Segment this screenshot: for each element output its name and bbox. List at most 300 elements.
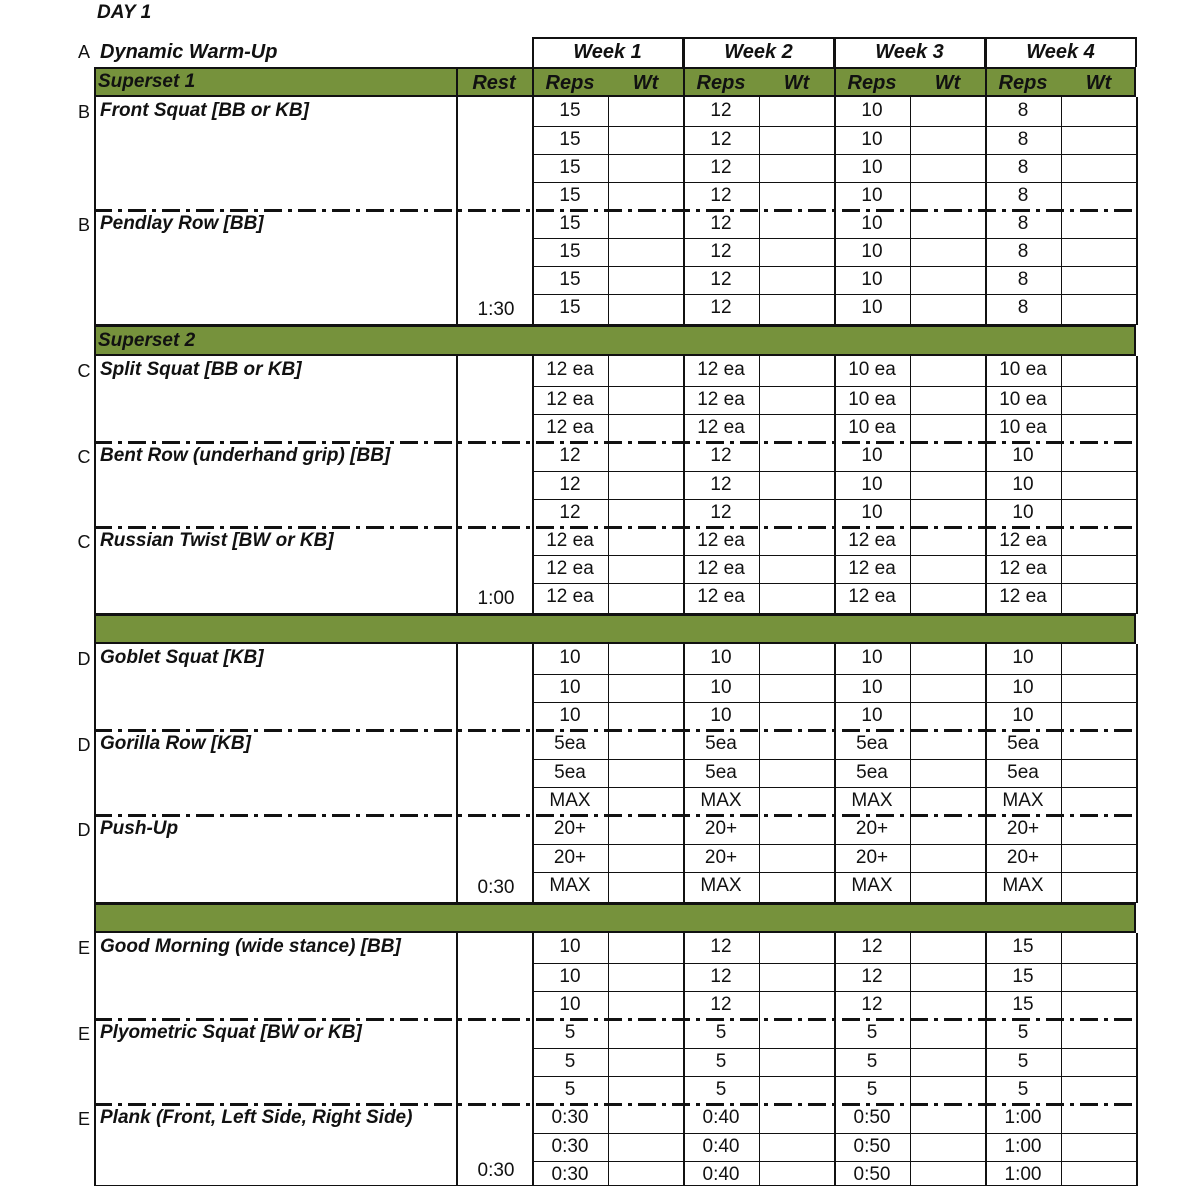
reps-cell: 10 ea [848, 417, 896, 438]
reps-cell: 12 [710, 966, 732, 987]
weight-input[interactable] [610, 1134, 681, 1160]
rest-column-border [456, 644, 458, 902]
reps-cell: 15 [1012, 966, 1034, 987]
reps-cell: 8 [1017, 213, 1029, 234]
rest-value: 0:30 [477, 877, 515, 898]
week-header-1: Week 1 [573, 41, 642, 63]
circuit-header-bar [94, 903, 1136, 933]
exercise-letter: E [77, 1109, 90, 1129]
reps-cell: 12 [710, 502, 732, 523]
table-left-border [94, 644, 96, 902]
reps-cell: 0:50 [853, 1107, 891, 1128]
weight-input[interactable] [1063, 1020, 1134, 1047]
week-header-4: Week 4 [1026, 41, 1095, 63]
weight-input[interactable] [912, 239, 983, 265]
weight-input[interactable] [912, 387, 983, 413]
rest-column-border [456, 933, 458, 1185]
exercise-name: Split Squat [BB or KB] [100, 359, 302, 380]
weight-input[interactable] [761, 127, 832, 153]
weight-input[interactable] [610, 675, 681, 701]
reps-cell: 12 [710, 445, 732, 466]
weight-input[interactable] [610, 387, 681, 413]
weight-input[interactable] [912, 760, 983, 786]
reps-cell: MAX [1002, 790, 1044, 811]
weight-input[interactable] [761, 472, 832, 498]
weight-input[interactable] [761, 731, 832, 758]
reps-wt-divider [910, 356, 911, 613]
reps-cell: 10 [861, 297, 883, 318]
exercise-name: Plank (Front, Left Side, Right Side) [100, 1107, 413, 1128]
weight-input[interactable] [610, 415, 681, 441]
reps-cell: 10 [861, 705, 883, 726]
reps-cell: 12 ea [697, 586, 745, 607]
superset-title: Superset 1 [98, 71, 196, 92]
weight-input[interactable] [1063, 127, 1134, 153]
weight-input[interactable] [1063, 1162, 1134, 1184]
reps-cell: 10 [710, 705, 732, 726]
reps-cell: 0:40 [702, 1136, 740, 1157]
reps-cell: 12 ea [697, 359, 745, 380]
weight-input[interactable] [1063, 992, 1134, 1018]
weight-input[interactable] [761, 155, 832, 181]
reps-cell: MAX [700, 875, 742, 896]
reps-cell: MAX [700, 790, 742, 811]
reps-cell: 10 [861, 185, 883, 206]
rest-value: 0:30 [477, 1160, 515, 1181]
reps-cell: 0:40 [702, 1164, 740, 1185]
weight-input[interactable] [912, 211, 983, 237]
reps-cell: 0:50 [853, 1136, 891, 1157]
weight-input[interactable] [1063, 1077, 1134, 1103]
weight-input[interactable] [761, 556, 832, 582]
weight-input[interactable] [761, 183, 832, 209]
exercise-name: Bent Row (underhand grip) [BB] [100, 445, 391, 466]
reps-cell: 20+ [1006, 847, 1040, 868]
weight-input[interactable] [610, 127, 681, 153]
reps-cell: 12 ea [546, 530, 594, 551]
exercise-letter: C [77, 361, 91, 381]
weight-input[interactable] [761, 267, 832, 293]
reps-cell: 12 ea [999, 586, 1047, 607]
weight-input[interactable] [761, 1049, 832, 1075]
reps-cell: 0:30 [551, 1107, 589, 1128]
weight-input[interactable] [912, 1105, 983, 1132]
reps-cell: 12 [710, 100, 732, 121]
reps-cell: 10 [710, 647, 732, 668]
reps-cell: 10 ea [848, 389, 896, 410]
weight-input[interactable] [912, 1077, 983, 1103]
weight-input[interactable] [761, 584, 832, 611]
weight-input[interactable] [761, 703, 832, 729]
weight-input[interactable] [1063, 387, 1134, 413]
weight-input[interactable] [761, 675, 832, 701]
weight-input[interactable] [610, 211, 681, 237]
weight-input[interactable] [761, 1105, 832, 1132]
reps-cell: 10 [1012, 705, 1034, 726]
weight-input[interactable] [912, 500, 983, 526]
weight-input[interactable] [610, 98, 681, 125]
reps-column-header: Reps [696, 72, 746, 94]
reps-cell: MAX [851, 790, 893, 811]
weight-input[interactable] [1063, 183, 1134, 209]
reps-wt-divider [1061, 356, 1062, 613]
reps-cell: 15 [559, 157, 581, 178]
table-right-border [1136, 356, 1138, 613]
weight-input[interactable] [610, 183, 681, 209]
weight-input[interactable] [761, 500, 832, 526]
exercise-letter: E [77, 938, 90, 958]
weight-input[interactable] [761, 357, 832, 385]
exercise-name: Goblet Squat [KB] [100, 647, 264, 668]
weight-input[interactable] [761, 1020, 832, 1047]
exercise-letter: B [77, 102, 90, 122]
weight-input[interactable] [761, 295, 832, 321]
weight-input[interactable] [610, 645, 681, 673]
weight-input[interactable] [610, 500, 681, 526]
weight-input[interactable] [761, 645, 832, 673]
weight-input[interactable] [912, 98, 983, 125]
weight-input[interactable] [912, 816, 983, 843]
reps-cell: 12 [710, 936, 732, 957]
exercise-name: Plyometric Squat [BW or KB] [100, 1022, 362, 1043]
weight-input[interactable] [610, 703, 681, 729]
weight-input[interactable] [1063, 98, 1134, 125]
weight-input[interactable] [610, 788, 681, 814]
weight-input[interactable] [1063, 645, 1134, 673]
reps-cell: 8 [1017, 129, 1029, 150]
weight-input[interactable] [610, 239, 681, 265]
reps-wt-divider [759, 356, 760, 613]
weight-input[interactable] [912, 934, 983, 962]
weight-input[interactable] [610, 155, 681, 181]
weight-input[interactable] [761, 443, 832, 470]
weight-input[interactable] [610, 731, 681, 758]
circuit-header-bar [94, 614, 1136, 644]
weight-input[interactable] [610, 267, 681, 293]
weight-input[interactable] [610, 295, 681, 321]
weight-input[interactable] [1063, 873, 1134, 900]
reps-cell: 5 [1017, 1051, 1029, 1072]
weight-input[interactable] [761, 760, 832, 786]
weight-input[interactable] [912, 127, 983, 153]
weight-column-header: Wt [632, 72, 659, 94]
reps-cell: 5 [715, 1079, 727, 1100]
weight-input[interactable] [1063, 239, 1134, 265]
reps-cell: 12 ea [999, 530, 1047, 551]
reps-cell: 20+ [553, 818, 587, 839]
rest-column-header: Rest [472, 72, 516, 94]
reps-cell: 0:30 [551, 1164, 589, 1185]
weight-input[interactable] [761, 239, 832, 265]
reps-cell: 12 [861, 936, 883, 957]
exercise-letter: D [77, 820, 91, 840]
weight-input[interactable] [912, 645, 983, 673]
exercise-letter: C [77, 447, 91, 467]
reps-wt-divider [608, 356, 609, 613]
weight-input[interactable] [912, 788, 983, 814]
weight-input[interactable] [912, 443, 983, 470]
reps-cell: 12 ea [546, 417, 594, 438]
weight-input[interactable] [1063, 500, 1134, 526]
weight-input[interactable] [761, 992, 832, 1018]
weight-input[interactable] [912, 155, 983, 181]
reps-cell: 12 ea [848, 530, 896, 551]
weight-input[interactable] [761, 964, 832, 990]
reps-cell: 0:30 [551, 1136, 589, 1157]
weight-input[interactable] [610, 1020, 681, 1047]
weight-input[interactable] [912, 992, 983, 1018]
weight-input[interactable] [1063, 760, 1134, 786]
reps-cell: 10 [1012, 502, 1034, 523]
reps-cell: 5 [866, 1022, 878, 1043]
reps-cell: 10 [559, 936, 581, 957]
reps-cell: 12 ea [848, 586, 896, 607]
reps-cell: 12 ea [546, 359, 594, 380]
weight-input[interactable] [610, 443, 681, 470]
reps-cell: 10 [1012, 445, 1034, 466]
weight-input[interactable] [1063, 556, 1134, 582]
reps-cell: 0:50 [853, 1164, 891, 1185]
reps-cell: 20+ [553, 847, 587, 868]
weight-input[interactable] [610, 845, 681, 871]
reps-cell: 8 [1017, 157, 1029, 178]
weight-input[interactable] [761, 1134, 832, 1160]
reps-cell: 15 [559, 213, 581, 234]
reps-cell: 5ea [1007, 762, 1039, 783]
weight-input[interactable] [912, 1020, 983, 1047]
reps-cell: 5 [1017, 1022, 1029, 1043]
reps-cell: 1:00 [1004, 1164, 1042, 1185]
weight-input[interactable] [610, 760, 681, 786]
reps-cell: 10 [559, 705, 581, 726]
weight-input[interactable] [912, 584, 983, 611]
reps-cell: 5 [866, 1051, 878, 1072]
weight-input[interactable] [1063, 211, 1134, 237]
weight-input[interactable] [610, 528, 681, 554]
reps-cell: 10 ea [999, 389, 1047, 410]
reps-cell: 12 [861, 966, 883, 987]
weight-input[interactable] [761, 211, 832, 237]
reps-cell: 10 [559, 966, 581, 987]
weight-input[interactable] [912, 731, 983, 758]
reps-wt-divider [608, 933, 609, 1185]
reps-cell: 10 [710, 677, 732, 698]
weight-input[interactable] [912, 1162, 983, 1184]
weight-input[interactable] [761, 873, 832, 900]
weight-input[interactable] [1063, 528, 1134, 554]
weight-input[interactable] [912, 183, 983, 209]
reps-wt-divider [1061, 933, 1062, 1185]
weight-input[interactable] [912, 873, 983, 900]
exercise-letter: C [77, 532, 91, 552]
reps-cell: 1:00 [1004, 1136, 1042, 1157]
weight-input[interactable] [1063, 675, 1134, 701]
weight-input[interactable] [610, 556, 681, 582]
reps-wt-divider [759, 933, 760, 1185]
weight-input[interactable] [610, 357, 681, 385]
reps-cell: 10 [861, 241, 883, 262]
weight-input[interactable] [912, 415, 983, 441]
reps-cell: 10 [559, 647, 581, 668]
reps-cell: 8 [1017, 241, 1029, 262]
weight-input[interactable] [610, 992, 681, 1018]
reps-cell: 10 [1012, 677, 1034, 698]
header-divider [456, 67, 458, 97]
reps-cell: 15 [559, 269, 581, 290]
weight-input[interactable] [1063, 703, 1134, 729]
superset-title: Superset 2 [98, 330, 196, 351]
weight-input[interactable] [1063, 267, 1134, 293]
reps-cell: MAX [1002, 875, 1044, 896]
reps-cell: MAX [549, 790, 591, 811]
reps-cell: 10 [861, 445, 883, 466]
weight-input[interactable] [912, 472, 983, 498]
weight-input[interactable] [1063, 357, 1134, 385]
reps-cell: 10 ea [999, 359, 1047, 380]
reps-cell: 12 [559, 502, 581, 523]
weight-input[interactable] [761, 845, 832, 871]
reps-cell: 12 [861, 994, 883, 1015]
weight-input[interactable] [1063, 472, 1134, 498]
reps-wt-divider [1061, 644, 1062, 902]
reps-cell: 15 [1012, 994, 1034, 1015]
reps-wt-divider [910, 644, 911, 902]
rest-value: 1:30 [477, 299, 515, 320]
exercise-name: Russian Twist [BW or KB] [100, 530, 334, 551]
weight-input[interactable] [912, 556, 983, 582]
exercise-name: Push-Up [100, 818, 179, 839]
weight-input[interactable] [1063, 443, 1134, 470]
reps-cell: 5ea [856, 733, 888, 754]
weight-input[interactable] [912, 703, 983, 729]
weight-input[interactable] [1063, 1105, 1134, 1132]
weight-input[interactable] [761, 415, 832, 441]
weight-input[interactable] [610, 472, 681, 498]
weight-input[interactable] [1063, 584, 1134, 611]
weight-input[interactable] [912, 267, 983, 293]
weight-input[interactable] [761, 1162, 832, 1184]
reps-cell: 1:00 [1004, 1107, 1042, 1128]
reps-column-header: Reps [998, 72, 1048, 94]
weight-input[interactable] [912, 1134, 983, 1160]
weight-input[interactable] [761, 387, 832, 413]
reps-cell: 12 [710, 213, 732, 234]
weight-input[interactable] [1063, 155, 1134, 181]
weight-input[interactable] [912, 675, 983, 701]
weight-input[interactable] [1063, 964, 1134, 990]
weight-input[interactable] [610, 1077, 681, 1103]
reps-cell: 12 ea [546, 586, 594, 607]
reps-cell: 10 [861, 677, 883, 698]
reps-cell: 15 [559, 241, 581, 262]
weight-input[interactable] [761, 528, 832, 554]
reps-cell: 15 [559, 100, 581, 121]
exercise-name: Gorilla Row [KB] [100, 733, 251, 754]
reps-cell: 20+ [704, 847, 738, 868]
weight-input[interactable] [761, 934, 832, 962]
weight-column-header: Wt [934, 72, 961, 94]
reps-cell: 5ea [705, 762, 737, 783]
weight-input[interactable] [610, 1105, 681, 1132]
weight-input[interactable] [1063, 1134, 1134, 1160]
weight-input[interactable] [912, 528, 983, 554]
weight-input[interactable] [610, 873, 681, 900]
weight-column-header: Wt [1085, 72, 1112, 94]
weight-input[interactable] [1063, 295, 1134, 321]
reps-cell: 10 [559, 677, 581, 698]
reps-cell: 8 [1017, 297, 1029, 318]
weight-input[interactable] [610, 1162, 681, 1184]
reps-cell: 10 [861, 213, 883, 234]
reps-cell: 5 [1017, 1079, 1029, 1100]
reps-cell: 10 [861, 100, 883, 121]
reps-cell: 5ea [856, 762, 888, 783]
weight-input[interactable] [610, 1049, 681, 1075]
reps-cell: MAX [851, 875, 893, 896]
exercise-letter: D [77, 735, 91, 755]
week-header-3: Week 3 [875, 41, 944, 63]
weight-input[interactable] [1063, 731, 1134, 758]
reps-cell: 5 [564, 1051, 576, 1072]
weight-input[interactable] [610, 584, 681, 611]
reps-cell: 5 [715, 1022, 727, 1043]
reps-cell: 10 ea [999, 417, 1047, 438]
weight-input[interactable] [610, 816, 681, 843]
reps-cell: 15 [559, 129, 581, 150]
weight-input[interactable] [1063, 934, 1134, 962]
reps-cell: 15 [559, 185, 581, 206]
weight-input[interactable] [761, 98, 832, 125]
weight-input[interactable] [1063, 1049, 1134, 1075]
exercise-name: Good Morning (wide stance) [BB] [100, 936, 401, 957]
reps-cell: 10 [861, 474, 883, 495]
reps-cell: 12 [559, 474, 581, 495]
weight-input[interactable] [610, 934, 681, 962]
weight-input[interactable] [610, 964, 681, 990]
reps-cell: 12 [710, 994, 732, 1015]
week-header-2: Week 2 [724, 41, 793, 63]
weight-input[interactable] [761, 1077, 832, 1103]
weight-input[interactable] [912, 1049, 983, 1075]
reps-cell: 12 [710, 185, 732, 206]
reps-cell: 20+ [704, 818, 738, 839]
reps-cell: 10 [861, 157, 883, 178]
weight-input[interactable] [761, 788, 832, 814]
reps-wt-divider [910, 933, 911, 1185]
reps-cell: 10 [861, 129, 883, 150]
weight-input[interactable] [1063, 788, 1134, 814]
weight-input[interactable] [1063, 845, 1134, 871]
reps-cell: 20+ [855, 847, 889, 868]
weight-input[interactable] [1063, 816, 1134, 843]
reps-cell: 5 [715, 1051, 727, 1072]
weight-input[interactable] [912, 357, 983, 385]
weight-input[interactable] [912, 295, 983, 321]
weight-input[interactable] [912, 964, 983, 990]
reps-cell: 12 [710, 474, 732, 495]
reps-cell: 20+ [855, 818, 889, 839]
reps-cell: 10 [1012, 647, 1034, 668]
reps-cell: 12 ea [697, 389, 745, 410]
weight-input[interactable] [912, 845, 983, 871]
weight-input[interactable] [1063, 415, 1134, 441]
reps-wt-divider [759, 644, 760, 902]
weight-input[interactable] [761, 816, 832, 843]
table-right-border [1136, 97, 1138, 324]
reps-cell: 5 [866, 1079, 878, 1100]
reps-cell: 5ea [554, 762, 586, 783]
reps-cell: 0:40 [702, 1107, 740, 1128]
